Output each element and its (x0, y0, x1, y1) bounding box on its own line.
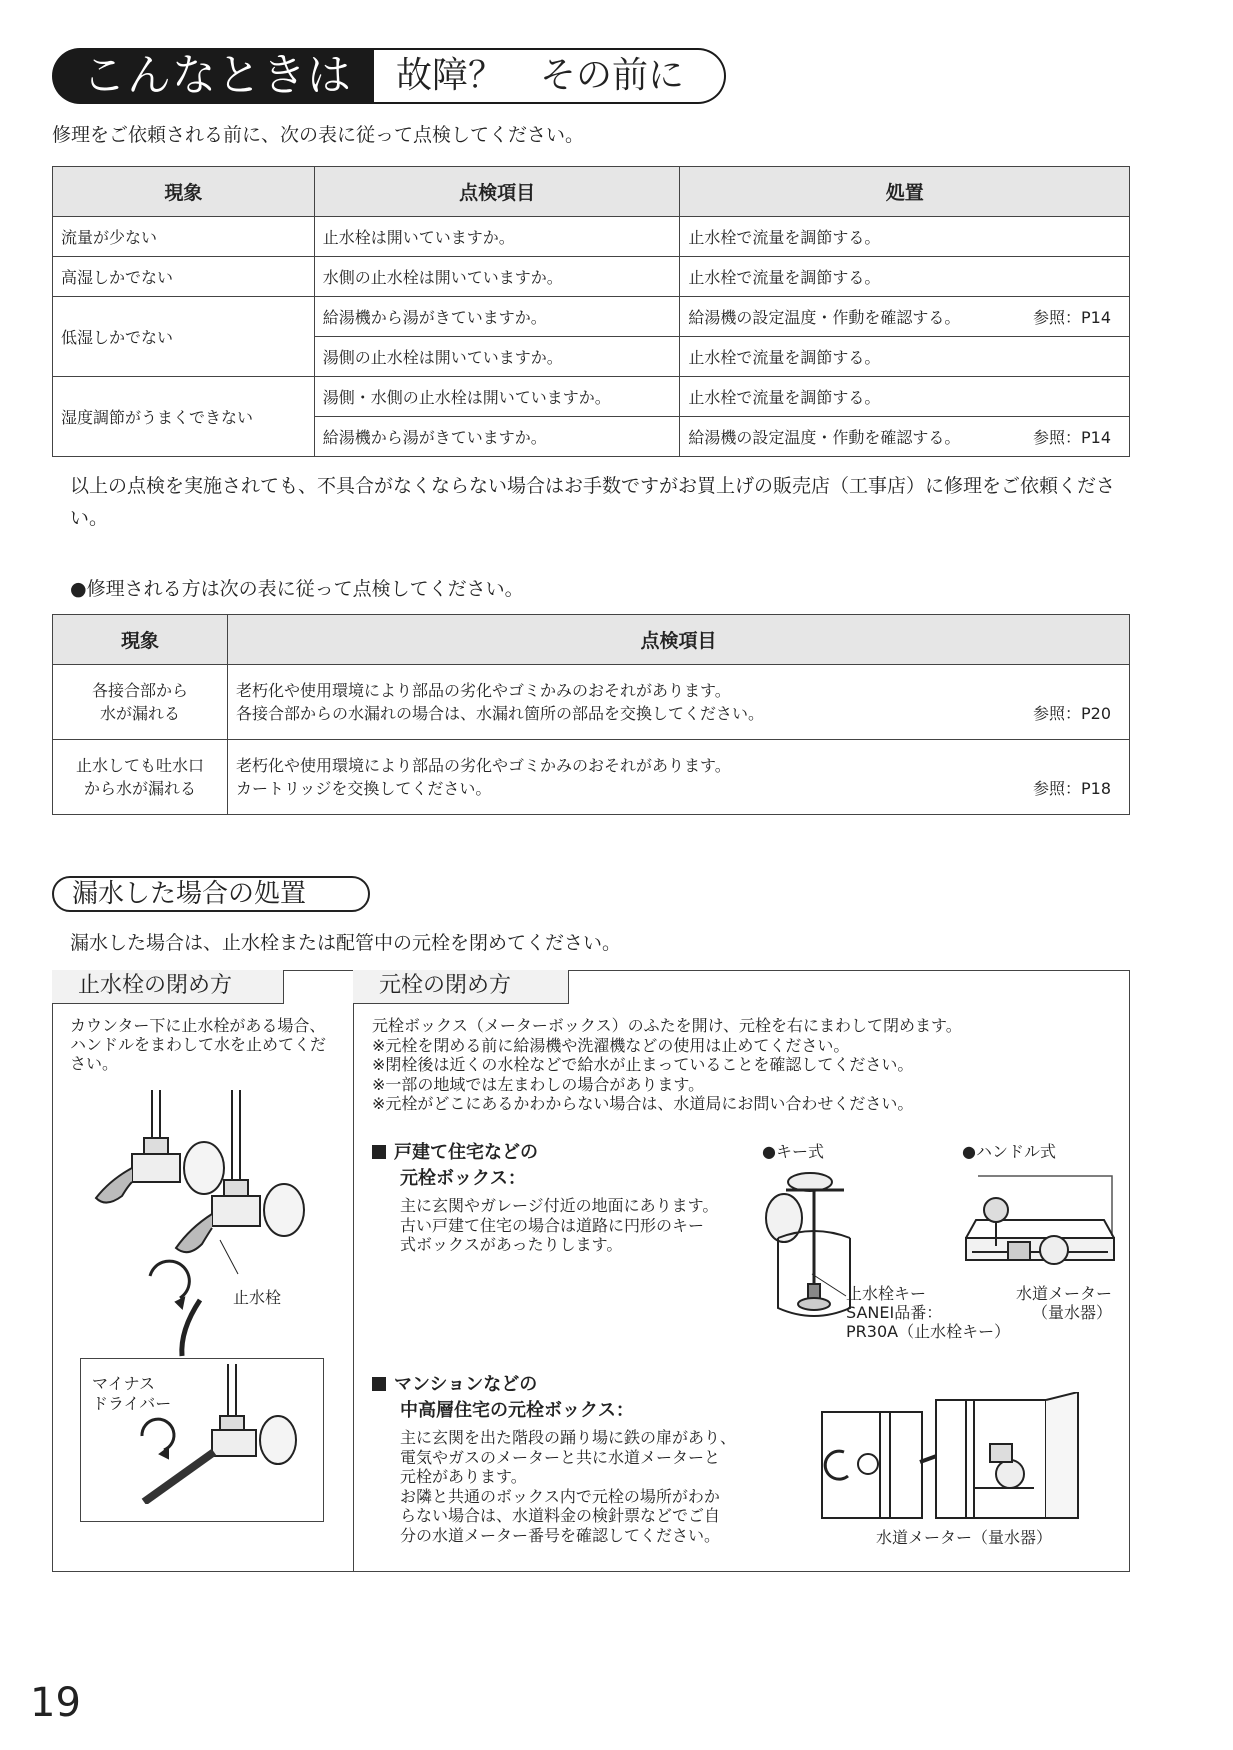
check-cell (228, 740, 1130, 815)
action-text: 給湯機の設定温度・作動を確認する。 (688, 308, 961, 327)
house-heading-2: 元栓ボックス： (400, 1168, 526, 1189)
key-type-label: ●キー式 (762, 1142, 824, 1161)
mansion-heading-2: 中高層住宅の元栓ボックス： (400, 1400, 634, 1421)
check-line: 老朽化や使用環境により部品の劣化やゴミかみのおそれがあります。 (236, 756, 731, 775)
instruction-line: ※一部の地域では左まわしの場合があります。 (372, 1074, 705, 1094)
leak-intro: 漏水した場合は、止水栓または配管中の元栓を閉めてください。 (70, 932, 622, 954)
symptom-line: 止水しても吐水口 (75, 756, 204, 775)
leak-heading: 漏水した場合の処置 (52, 876, 370, 912)
valve-label: 止水栓 (233, 1288, 282, 1307)
divider (353, 970, 354, 1572)
instruction-line: ※元栓を閉める前に給湯機や洗濯機などの使用は止めてください。 (372, 1035, 850, 1055)
page-reference: 参照：P20 (1032, 704, 1111, 723)
page-reference: 参照：P14 (1032, 428, 1111, 447)
action-cell (680, 417, 1130, 457)
symptom-cell (53, 740, 228, 815)
meter-labels (1002, 1284, 1112, 1322)
check-cell: 水側の止水栓は開いていますか。 (314, 257, 680, 297)
stopcock-illustration (80, 1090, 320, 1330)
body-line: 元栓があります。 (400, 1467, 527, 1486)
check-cell: 給湯機から湯がきていますか。 (314, 297, 680, 337)
intro-text: 修理をご依頼される前に、次の表に従って点検してください。 (52, 124, 585, 146)
symptom-cell: 低湿しかでない (53, 297, 315, 377)
check-cell: 止水栓は開いていますか。 (314, 217, 680, 257)
key-label: 止水栓キー (846, 1284, 927, 1303)
check-line (236, 777, 1121, 800)
instruction-line: ※元栓がどこにあるかわからない場合は、水道局にお問い合わせください。 (372, 1094, 914, 1113)
troubleshooting-table (52, 166, 1130, 457)
key-label: SANEI品番： (846, 1303, 943, 1322)
check-line: 老朽化や使用環境により部品の劣化やゴミかみのおそれがあります。 (236, 681, 731, 700)
body-line: 古い戸建て住宅の場合は道路に円形のキー (400, 1215, 705, 1235)
instruction-line: 元栓ボックス（メーターボックス）のふたを開け、元栓を右にまわして閉めます。 (372, 1016, 962, 1035)
section-heading (52, 48, 728, 106)
check-cell: 給湯機から湯がきていますか。 (314, 417, 680, 457)
check-line (236, 702, 1121, 725)
key-labels (846, 1284, 1010, 1341)
symptom-cell: 高湿しかでない (53, 257, 315, 297)
mansion-meter-illustration (820, 1392, 1082, 1520)
handle-box-illustration (962, 1168, 1122, 1288)
page-reference: 参照：P14 (1032, 308, 1111, 327)
header-symptom: 現象 (53, 167, 315, 217)
check-line-text: 各接合部からの水漏れの場合は、水漏れ箇所の部品を交換してください。 (236, 704, 765, 723)
mansion-block (372, 1372, 772, 1545)
table-row (53, 377, 1130, 417)
mansion-heading-text: マンションなどの (394, 1374, 538, 1395)
header-action: 処置 (680, 167, 1130, 217)
page-reference: 参照：P18 (1032, 779, 1111, 798)
arrow-curve (170, 1298, 210, 1358)
body-line: お隣と共通のボックス内で元栓の場所がわか (400, 1486, 720, 1506)
driver-illustration (130, 1364, 310, 1504)
action-cell (680, 297, 1130, 337)
mainvalve-title: 元栓の閉め方 (353, 970, 569, 1004)
body-line: らない場合は、水道料金の検針票などでご自 (400, 1506, 721, 1525)
action-cell: 止水栓で流量を調節する。 (680, 257, 1130, 297)
body-line: 主に玄関やガレージ付近の地面にあります。 (400, 1196, 719, 1215)
handle-type-label: ●ハンドル式 (962, 1142, 1056, 1161)
mansion-body (372, 1428, 772, 1545)
symptom-line: 水が漏れる (99, 704, 180, 723)
heading-black: こんなときは (52, 48, 374, 104)
header-check: 点検項目 (314, 167, 680, 217)
square-bullet-icon (372, 1145, 386, 1159)
house-block (372, 1140, 742, 1255)
driver-label-2: ドライバー (92, 1394, 172, 1413)
check-cell: 湯側・水側の止水栓は開いていますか。 (314, 377, 680, 417)
table-row (53, 740, 1130, 815)
check-cell (228, 665, 1130, 740)
house-heading-1 (372, 1140, 742, 1166)
table-row (53, 297, 1130, 337)
table-header-row (53, 615, 1130, 665)
stopcock-title: 止水栓の閉め方 (52, 970, 284, 1004)
body-line: 分の水道メーター番号を確認してください。 (400, 1525, 721, 1545)
table-row (53, 257, 1130, 297)
repair-table (52, 614, 1130, 815)
check-line-text: カートリッジを交換してください。 (236, 779, 492, 798)
body-line: 電気やガスのメーターと共に水道メーターと (400, 1447, 721, 1467)
house-body (372, 1196, 742, 1255)
house-heading-text: 戸建て住宅などの (394, 1142, 538, 1163)
driver-label-1: マイナス (92, 1374, 156, 1393)
repair-instruction: ●修理される方は次の表に従って点検してください。 (70, 578, 524, 600)
key-pointer (810, 1272, 850, 1302)
action-cell: 止水栓で流量を調節する。 (680, 217, 1130, 257)
symptom-cell: 湿度調節がうまくできない (53, 377, 315, 457)
meter-label-bottom: 水道メーター（量水器） (876, 1528, 1053, 1547)
table-row (53, 217, 1130, 257)
check-cell: 湯側の止水栓は開いていますか。 (314, 337, 680, 377)
page-number: 19 (30, 1680, 81, 1726)
key-label: PR30A（止水栓キー） (846, 1322, 1011, 1341)
stopcock-text: カウンター下に止水栓がある場合、ハンドルをまわして水を止めてください。 (70, 1016, 327, 1073)
mainvalve-text (372, 1016, 1112, 1114)
symptom-line: から水が漏れる (83, 779, 196, 798)
table-header-row (53, 167, 1130, 217)
symptom-cell (53, 665, 228, 740)
symptom-cell: 流量が少ない (53, 217, 315, 257)
action-text: 給湯機の設定温度・作動を確認する。 (688, 428, 961, 447)
header-check: 点検項目 (228, 615, 1130, 665)
meter-label: （量水器） (1031, 1303, 1112, 1322)
body-line: 主に玄関を出た階段の踊り場に鉄の扉があり、 (400, 1428, 737, 1447)
meter-label: 水道メーター (1015, 1284, 1112, 1303)
header-symptom: 現象 (53, 615, 228, 665)
symptom-line: 各接合部から (91, 681, 188, 700)
instruction-line: ※閉栓後は近くの水栓などで給水が止まっていることを確認してください。 (372, 1055, 914, 1074)
action-cell: 止水栓で流量を調節する。 (680, 337, 1130, 377)
body-line: 式ボックスがあったりします。 (400, 1235, 623, 1254)
square-bullet-icon (372, 1377, 386, 1391)
table-row (53, 665, 1130, 740)
repair-note: 以上の点検を実施されても、不具合がなくならない場合はお手数ですがお買上げの販売店（工事店）に修理をご依頼ください。 (70, 475, 1116, 529)
mansion-heading-1 (372, 1372, 772, 1398)
heading-white: 故障？ その前に (374, 48, 726, 104)
action-cell: 止水栓で流量を調節する。 (680, 377, 1130, 417)
